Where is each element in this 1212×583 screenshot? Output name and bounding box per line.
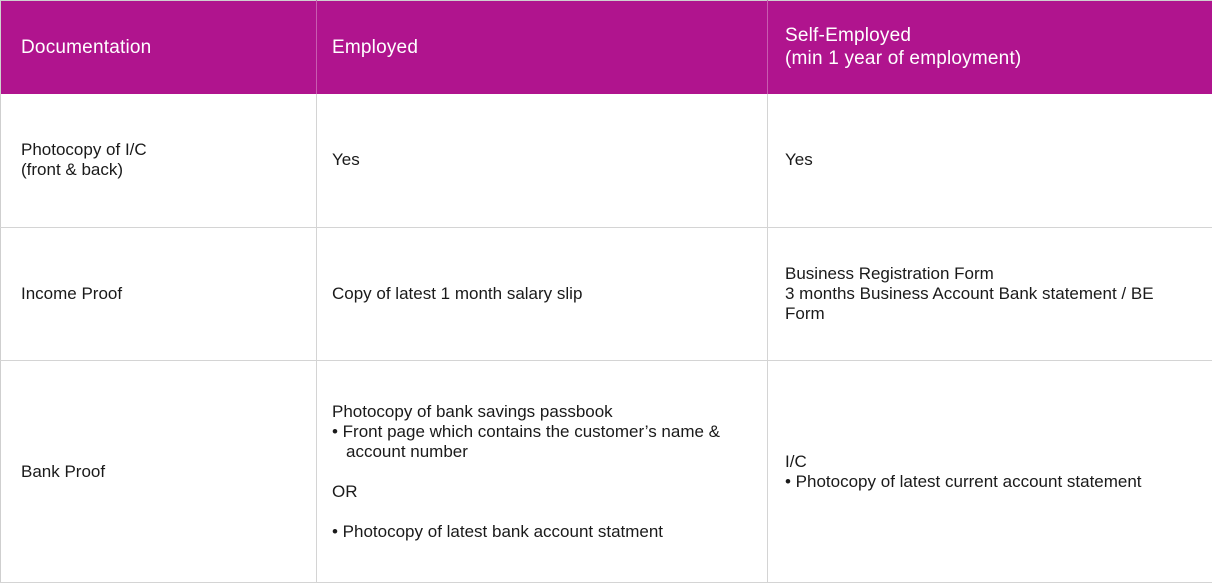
row-label-bank-proof [1,361,317,583]
cell-text: Business Registration Form [785,264,1192,284]
cell-text: Photocopy of bank savings passbook [332,402,747,422]
header-row [1,1,1212,94]
header-employed-label: Employed [332,37,418,58]
cell-text: Yes [332,150,360,169]
header-employed [317,1,768,94]
header-self-employed-label: Self-Employed [785,24,1192,47]
cell-text: Yes [785,150,813,169]
cell-text: 3 months Business Account Bank statement / BE Form [785,284,1192,324]
row-label-ic [1,94,317,228]
bullet-item: • Front page which contains the customer’s name & account number [332,422,747,462]
cell-employed-income [317,228,768,361]
row-label-income-proof [1,228,317,361]
cell-text: I/C [785,452,1192,472]
cell-employed-bank [317,361,768,583]
spacer [332,462,747,482]
header-self-employed-note: (min 1 year of employment) [785,47,1192,70]
table-row [1,228,1212,361]
table-header [1,1,1212,94]
table-row [1,361,1212,583]
header-self-employed [768,1,1212,94]
bullet-item: • Photocopy of latest bank account statment [332,522,747,542]
header-documentation [1,1,317,94]
cell-text: Copy of latest 1 month salary slip [332,284,582,303]
table-body [1,94,1212,583]
spacer [332,502,747,522]
cell-self-employed-income [768,228,1212,361]
cell-self-employed-ic [768,94,1212,228]
table-row [1,94,1212,228]
header-documentation-label: Documentation [21,37,151,58]
cell-self-employed-bank [768,361,1212,583]
cell-employed-ic [317,94,768,228]
or-separator: OR [332,482,747,502]
row-label-line: Income Proof [21,284,122,303]
row-label-line: (front & back) [21,160,296,180]
bullet-item: • Photocopy of latest current account statement [785,472,1192,492]
row-label-line: Photocopy of I/C [21,140,296,160]
row-label-line: Bank Proof [21,462,105,481]
